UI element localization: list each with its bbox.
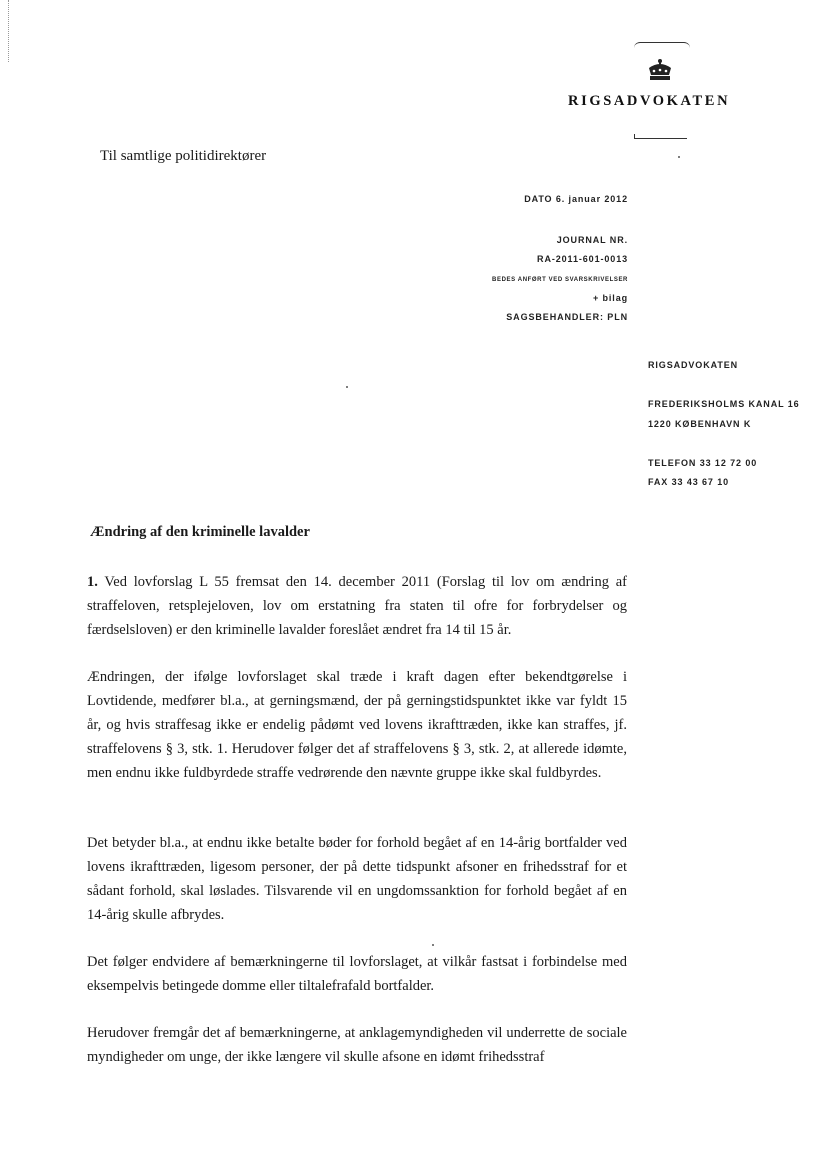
scan-edge-mark bbox=[8, 0, 10, 62]
reply-note: BEDES ANFØRT VED SVARSKRIVELSER bbox=[492, 277, 628, 283]
attachments-note: + bilag bbox=[592, 293, 628, 303]
paragraph-text: Herudover fremgår det af bemærkningerne, at anklagemyndigheden vil underrette de sociale myndigheder om unge, der ikke længere vil skulle afsone en idømt frihedsstraf bbox=[87, 1025, 627, 1065]
letterhead-rule-top bbox=[634, 42, 690, 49]
recipient-line: Til samtlige politidirektører bbox=[100, 148, 267, 164]
body-paragraph bbox=[87, 831, 627, 927]
address-street: FREDERIKSHOLMS KANAL 16 bbox=[648, 399, 800, 409]
paragraph-text: Det betyder bl.a., at endnu ikke betalte bøder for forhold begået af en 14-årig bortfalder ved lovens ikrafttræden, ligesom personer, der på dette tidspunkt afsoner en frihedsstraf for et sådant forhold, skal løslades. Tilsvarende vil en ungdomssanktion for forhold begået af en 14-årig skulle afbrydes. bbox=[87, 835, 627, 923]
case-handler: SAGSBEHANDLER: PLN bbox=[506, 312, 628, 322]
scan-speck bbox=[678, 156, 680, 158]
paragraph-text: Ved lovforslag L 55 fremsat den 14. december 2011 (Forslag til lov om ændring af straffeloven, retsplejeloven, lov om erstatning fra staten til ofre for forbrydelser og færdselsloven) er den kriminelle lavalder foreslået ændret fra 14 til 15 år. bbox=[87, 574, 627, 638]
address-city: 1220 KØBENHAVN K bbox=[648, 419, 752, 429]
body-paragraph bbox=[87, 1021, 627, 1069]
scan-speck bbox=[432, 944, 434, 946]
journal-label: JOURNAL NR. bbox=[556, 235, 628, 245]
address-fax: FAX 33 43 67 10 bbox=[648, 477, 730, 487]
paragraph-number: 1. bbox=[87, 574, 98, 590]
crown-icon bbox=[646, 58, 674, 82]
letterhead-rule-bottom bbox=[634, 134, 687, 139]
body-paragraph bbox=[87, 665, 627, 785]
paragraph-text: Ændringen, der ifølge lovforslaget skal træde i kraft dagen efter bekendtgørelse i Lovtidende, medfører bl.a., at gerningsmænd, der på gerningstidspunktet ikke var fyldt 15 år, og hvis straffesag ikke er endelig pådømt ved lovens ikrafttræden, ikke kan straffes, jf. straffelovens § 3, stk. 1. Herudover følger det af straffelovens § 3, stk. 2, at allerede idømte, men endnu ikke fuldbyrdede straffe vedrørende den nævnte gruppe ikke skal fuldbyrdes. bbox=[87, 669, 627, 781]
organization-name: RIGSADVOKATEN bbox=[568, 93, 731, 109]
subject-heading: Ændring af den kriminelle lavalder bbox=[90, 524, 310, 540]
scan-speck bbox=[346, 386, 348, 388]
journal-number: RA-2011-601-0013 bbox=[537, 254, 628, 264]
body-paragraph bbox=[87, 950, 627, 998]
date-line: DATO 6. januar 2012 bbox=[524, 194, 628, 204]
paragraph-text: Det følger endvidere af bemærkningerne til lovforslaget, at vilkår fastsat i forbindelse med eksempelvis betingede domme eller tiltalefrafald bortfalder. bbox=[87, 954, 627, 994]
body-paragraph bbox=[87, 570, 627, 642]
address-name: RIGSADVOKATEN bbox=[648, 360, 739, 370]
address-phone: TELEFON 33 12 72 00 bbox=[648, 458, 758, 468]
